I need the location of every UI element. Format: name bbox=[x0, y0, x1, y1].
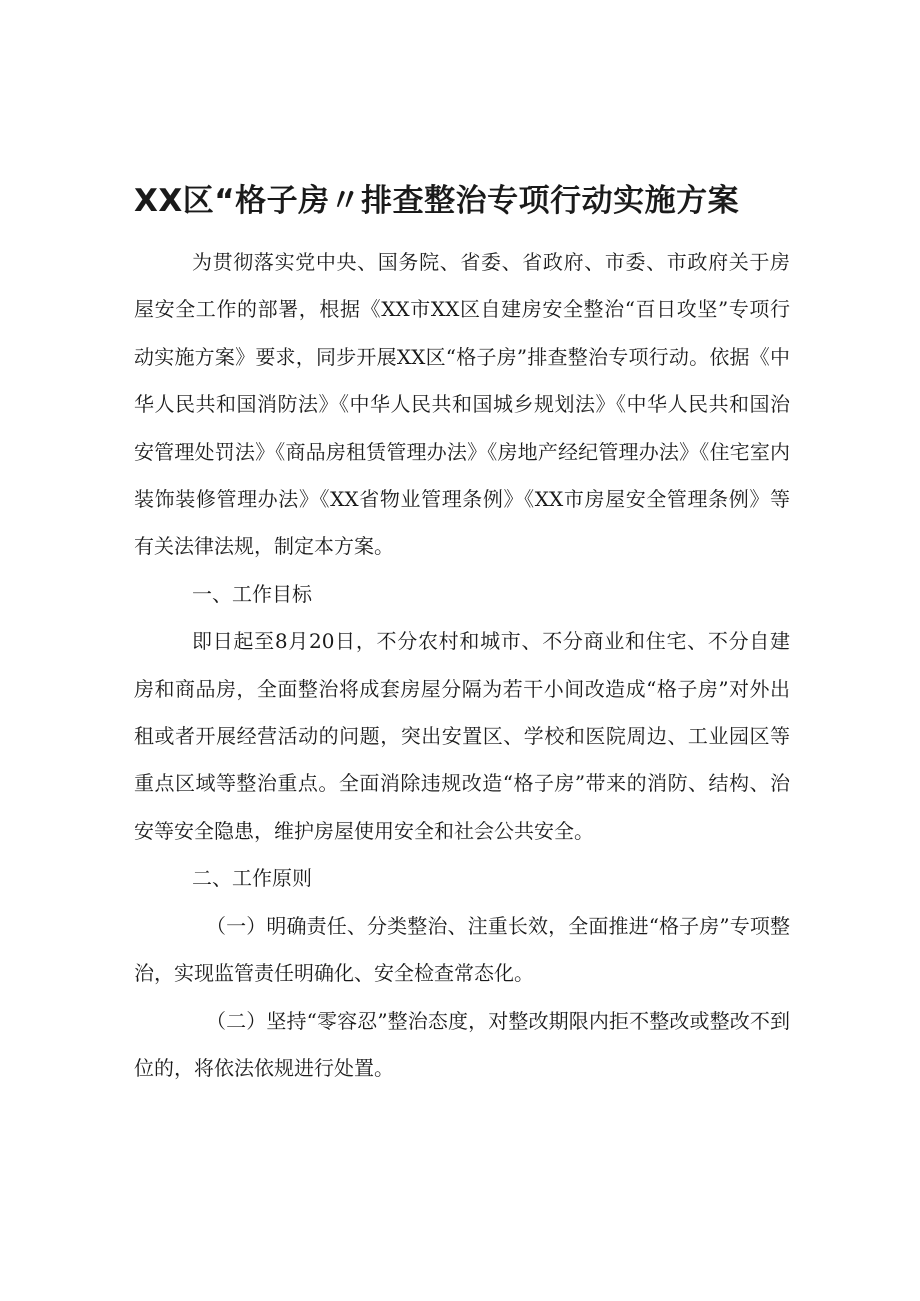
section-2-heading: 二、工作原则 bbox=[192, 866, 312, 891]
section-2-item-2: （二）坚持“零容忍”整治态度，对整改期限内拒不整改或整改不到位的，将依法依规进行处置。 bbox=[134, 1008, 790, 1080]
intro-paragraph: 为贯彻落实党中央、国务院、省委、省政府、市委、市政府关于房屋安全工作的部署，根据《XX市XX区自建房安全整治“百日攻坚”专项行动实施方案》要求，同步开展XX区“格子房”排查整治专项行动。依据《中华人民共和国消防法》《中华人民共和国城乡规划法》《中华人民共和国治安管理处罚法》《商品房租赁管理办法》《房地产经纪管理办法》《住宅室内装饰装修管理办法》《XX省物业管理条例》《XX市房屋安全管理条例》等有关法律法规，制定本方案。 bbox=[134, 250, 790, 559]
document-body bbox=[134, 239, 790, 1092]
section-2-item-1: （一）明确责任、分类整治、注重长效，全面推进“格子房”专项整治，实现监管责任明确化、安全检查常态化。 bbox=[134, 913, 790, 986]
section-1-heading: 一、工作目标 bbox=[192, 581, 312, 606]
section-1-paragraph: 即日起至8月20日，不分农村和城市、不分商业和住宅、不分自建房和商品房，全面整治将成套房屋分隔为若干小间改造成“格子房”对外出租或者开展经营活动的问题，突出安置区、学校和医院周边、工业园区等重点区域等整治重点。全面消除违规改造“格子房”带来的消防、结构、治安等安全隐患，维护房屋使用安全和社会公共安全。 bbox=[134, 629, 790, 843]
document-title: XX区“格子房〃排查整治专项行动实施方案 bbox=[134, 183, 740, 219]
